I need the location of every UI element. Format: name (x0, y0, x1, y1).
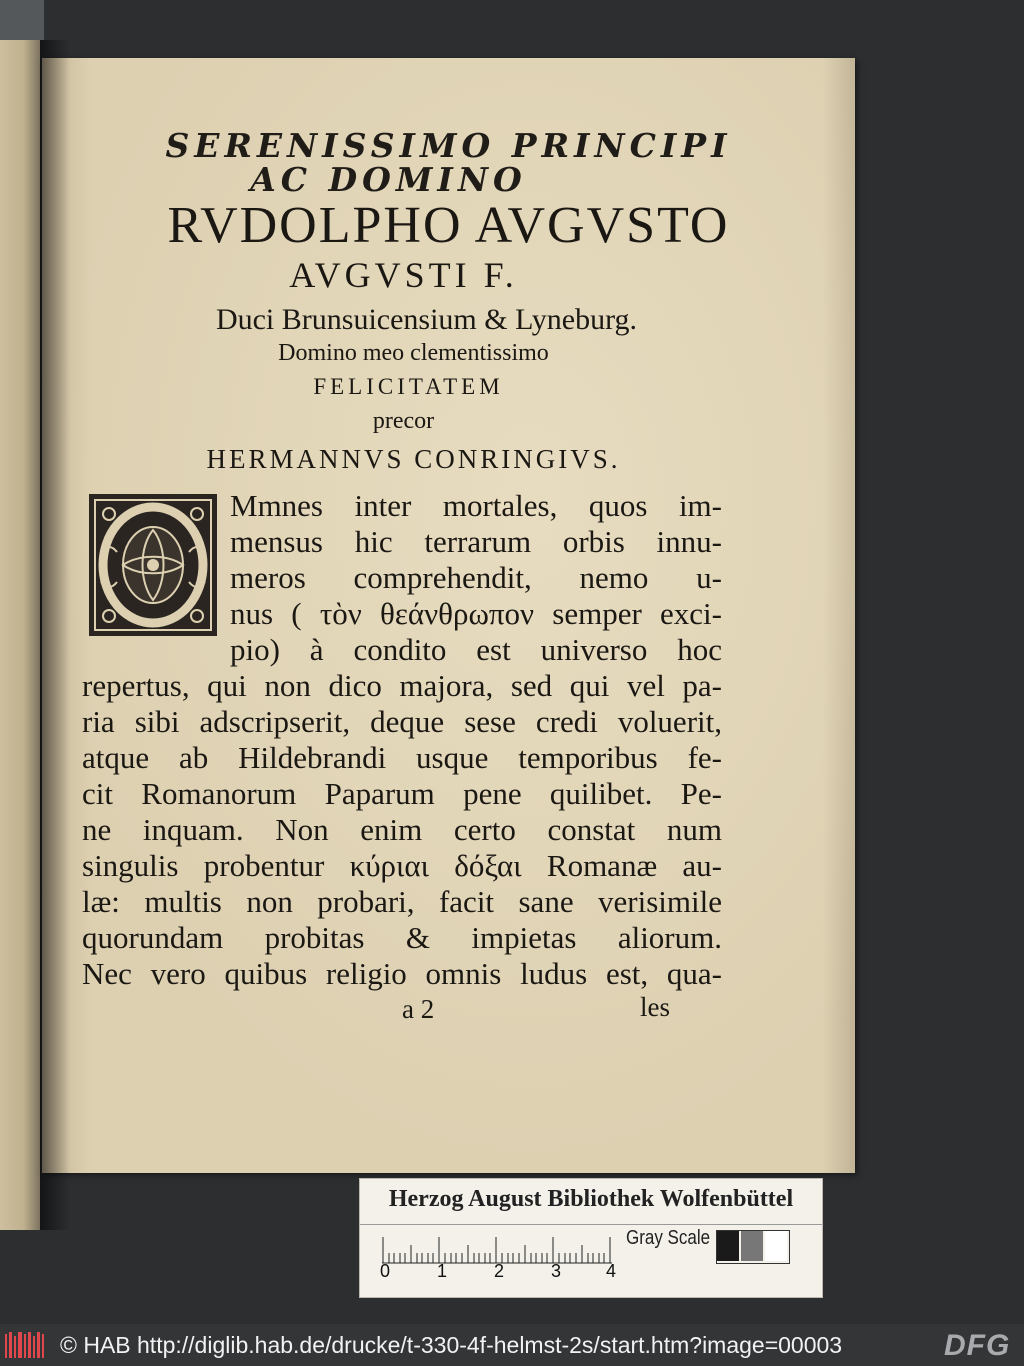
dedication-precor: precor (372, 408, 435, 434)
gray-scale-swatches (716, 1230, 790, 1264)
dedication-salutation: Domino meo clementissimo (278, 340, 549, 366)
body-line-4: nus ( τὸν θεάνθρωπον semper exci- (230, 596, 722, 631)
body-line-13: quorundam probitas & impietas aliorum. (82, 920, 722, 955)
footer-copyright: © HAB http://diglib.hab.de/drucke/t-330-4f-helmst-2s/start.htm?image=00003 (60, 1332, 843, 1358)
footer-bar (0, 1324, 1024, 1366)
card-title: Herzog August Bibliothek Wolfenbüttel (388, 1186, 794, 1212)
dedication-line-2: AC DOMINO (250, 160, 527, 199)
dedication-line-1: SERENISSIMO PRINCIPI (165, 126, 732, 165)
dfg-logo: DFG (944, 1329, 1011, 1362)
body-line-5: pio) à condito est universo hoc (230, 632, 722, 667)
dedication-author: HERMANNVS CONRINGIVS. (206, 444, 621, 474)
ruler-number-1: 1 (437, 1261, 448, 1281)
signature-mark: a 2 (402, 994, 435, 1024)
gray-swatch-mid (741, 1231, 763, 1261)
spine-shadow (40, 40, 70, 1230)
book-page (42, 58, 855, 1173)
body-line-3: meros comprehendit, nemo u- (230, 560, 722, 595)
dedication-name: RVDOLPHO AVGVSTO (167, 197, 730, 254)
body-line-9: cit Romanorum Paparum pene quilibet. Pe- (82, 776, 722, 811)
color-reference-card (359, 1178, 823, 1298)
dedication-father: AVGVSTI F. (289, 255, 518, 295)
ruler-number-2: 2 (494, 1261, 505, 1281)
scan-edge (0, 0, 44, 40)
card-divider (360, 1224, 822, 1225)
ruler-number-3: 3 (551, 1261, 562, 1281)
barcode-icon (4, 1330, 46, 1360)
gray-scale-label: Gray Scale (626, 1227, 711, 1249)
ruler-number-0: 0 (380, 1261, 391, 1281)
body-line-10: ne inquam. Non enim certo constat num (82, 812, 722, 847)
body-line-8: atque ab Hildebrandi usque temporibus fe- (82, 740, 722, 775)
body-line-6: repertus, qui non dico majora, sed qui vel pa- (82, 668, 722, 703)
body-line-12: læ: multis non probari, facit sane verisimile (82, 884, 722, 919)
body-line-7: ria sibi adscripserit, deque sese credi voluerit, (82, 704, 722, 739)
catchword: les (640, 992, 670, 1022)
previous-page-edge (0, 40, 40, 1230)
dedication-felicitatem: FELICITATEM (313, 374, 504, 399)
body-line-1: Mmnes inter mortales, quos im- (230, 488, 722, 523)
gray-swatch-black (717, 1231, 739, 1261)
body-line-11: singulis probentur κύριαι δόξαι Romanæ au- (82, 848, 722, 883)
body-line-14: Nec vero quibus religio omnis ludus est, qua- (82, 956, 722, 991)
dedication-title: Duci Brunsuicensium & Lyneburg. (215, 303, 638, 336)
ruler-number-4: 4 (606, 1261, 617, 1281)
gray-swatch-white (765, 1231, 787, 1261)
body-line-2: mensus hic terrarum orbis innu- (230, 524, 722, 559)
ornamental-initial-o-icon (87, 492, 219, 638)
